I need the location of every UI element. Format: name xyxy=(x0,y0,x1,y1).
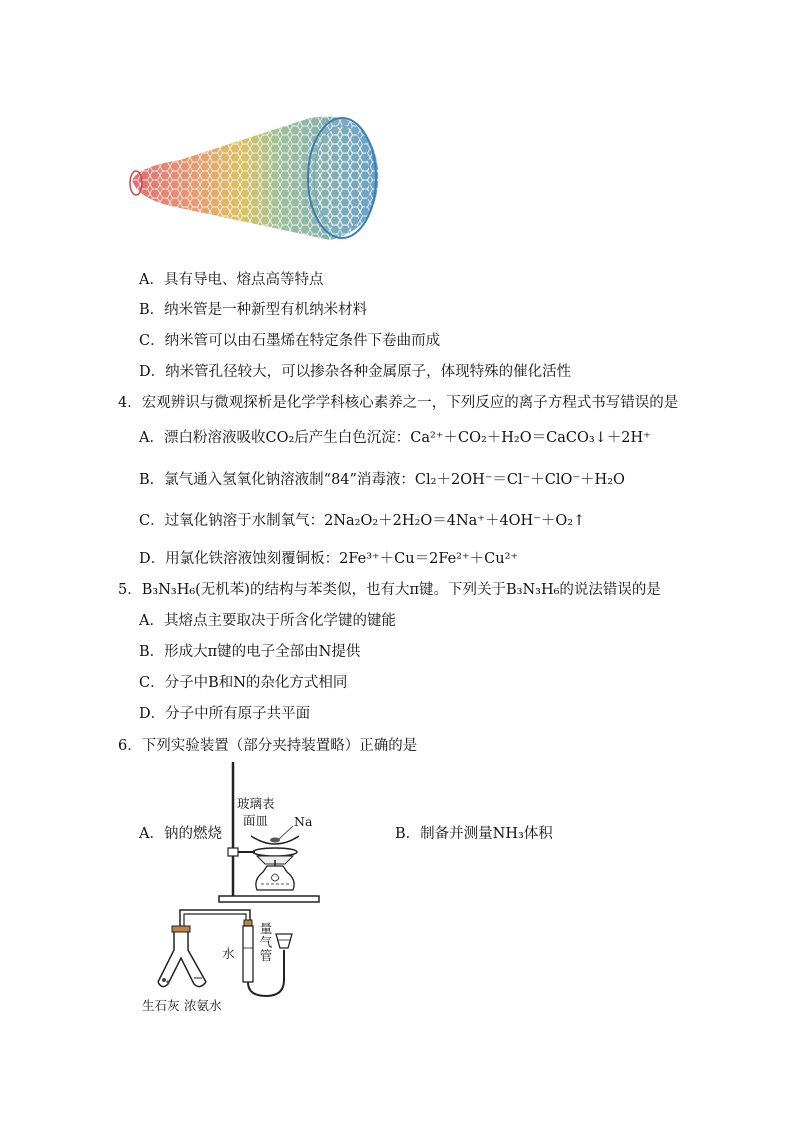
q4-option-a: A．漂白粉溶液吸收CO₂后产生白色沉淀：Ca²⁺＋CO₂＋H₂O＝CaCO₃↓＋2H⁺ xyxy=(139,430,651,446)
q5-option-b: B．形成大π键的电子全部由N提供 xyxy=(139,644,361,660)
label-water: 水 xyxy=(222,946,235,961)
nanotube-image xyxy=(120,108,382,248)
q3-option-c: C．纳米管可以由石墨烯在特定条件下卷曲而成 xyxy=(139,333,441,349)
q5-stem: 5．B₃N₃H₆(无机苯)的结构与苯类似，也有大π键。下列关于B₃N₃H₆的说法错误的是 xyxy=(118,582,661,598)
q3-option-d: D．纳米管孔径较大，可以掺杂各种金属原子，体现特殊的催化活性 xyxy=(139,364,572,380)
sodium-combustion-apparatus xyxy=(215,760,325,910)
label-dish: 面皿 xyxy=(243,813,269,828)
q6-option-a: A．钠的燃烧 xyxy=(139,826,222,842)
label-na: Na xyxy=(294,814,313,829)
q5-option-a: A．其熔点主要取决于所含化学键的键能 xyxy=(139,613,396,629)
q5-option-d: D．分子中所有原子共平面 xyxy=(139,706,311,722)
q4-option-d: D．用氯化铁溶液蚀刻覆铜板：2Fe³⁺＋Cu＝2Fe²⁺＋Cu²⁺ xyxy=(139,551,519,567)
label-glass-watch: 玻璃表 xyxy=(237,796,275,811)
q6-option-b: B．制备并测量NH₃体积 xyxy=(395,826,553,842)
q3-option-a: A．具有导电、熔点高等特点 xyxy=(139,272,324,288)
q4-stem: 4．宏观辨识与微观探析是化学学科核心素养之一，下列反应的离子方程式书写错误的是 xyxy=(118,395,679,411)
label-quicklime: 生石灰 xyxy=(142,998,180,1013)
q4-option-c: C．过氧化钠溶于水制氧气：2Na₂O₂＋2H₂O＝4Na⁺＋4OH⁻＋O₂↑ xyxy=(139,513,586,529)
label-gas-tube: 量气管 xyxy=(258,922,273,963)
q3-option-b: B．纳米管是一种新型有机纳米材料 xyxy=(139,302,368,318)
q5-option-c: C．分子中B和N的杂化方式相同 xyxy=(139,675,348,691)
q6-stem: 6．下列实验装置（部分夹持装置略）正确的是 xyxy=(118,738,418,754)
label-conc-ammonia: 浓氨水 xyxy=(184,998,222,1013)
q4-option-b: B．氯气通入氢氧化钠溶液制“84”消毒液：Cl₂＋2OH⁻＝Cl⁻＋ClO⁻＋H₂O xyxy=(139,472,625,488)
